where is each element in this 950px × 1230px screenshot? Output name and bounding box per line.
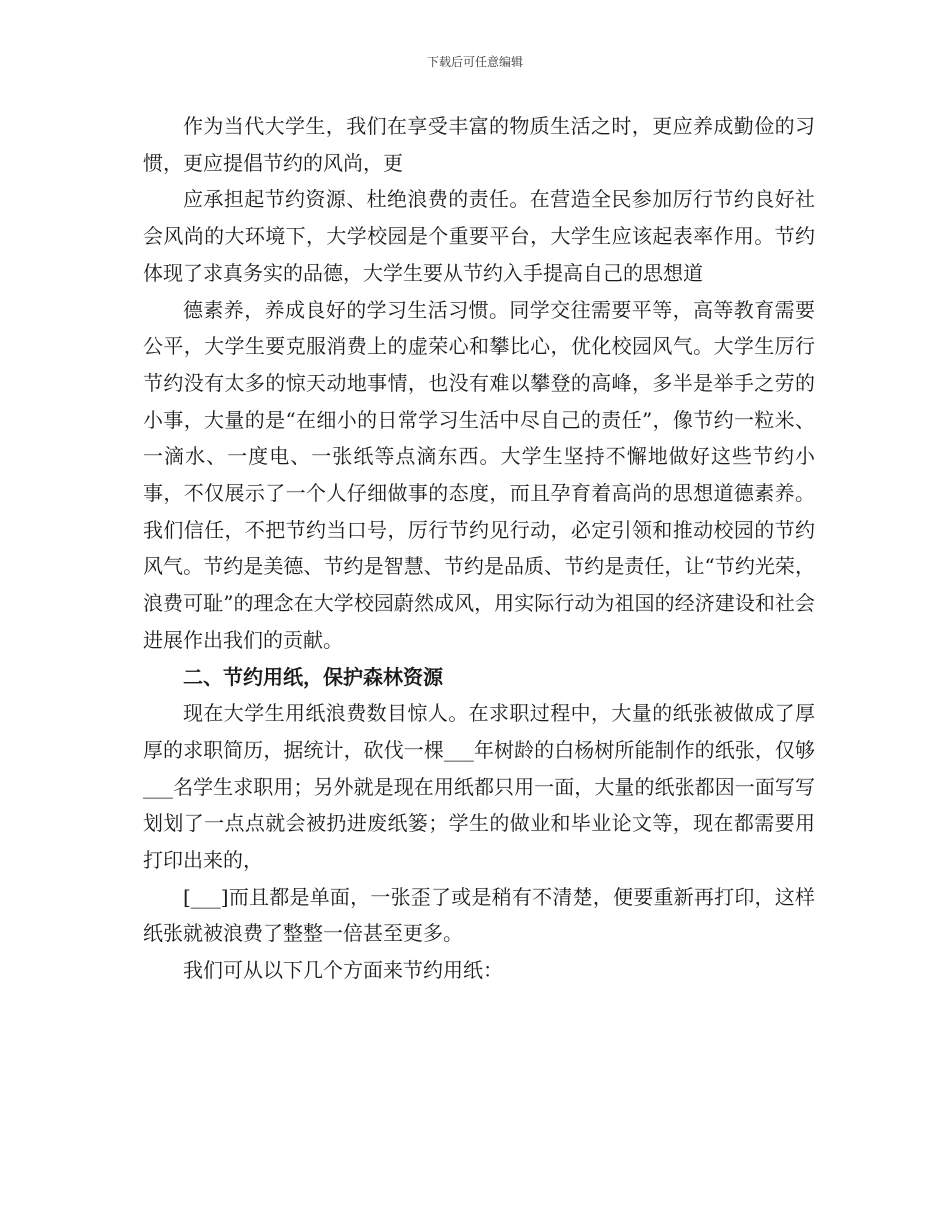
document-body (143, 108, 815, 989)
paragraph-3: 德素养，养成良好的学习生活习惯。同学交往需要平等，高等教育需要公平，大学生要克服消费上的虚荣心和攀比心，优化校园风气。大学生厉行节约没有太多的惊天动地事情，也没有难以攀登的高峰，多半是举手之劳的小事，大量的是“在细小的日常学习生活中尽自己的责任”，像节约一粒米、一滴水、一度电、一张纸等点滴东西。大学生坚持不懈地做好这些节约小事，不仅展示了一个人仔细做事的态度，而且孕育着高尚的思想道德素养。我们信任，不把节约当口号，厉行节约见行动，必定引领和推动校园的节约风气。节约是美德、节约是智慧、节约是品质、节约是责任，让“节约光荣，浪费可耻”的理念在大学校园蔚然成风，用实际行动为祖国的经济建设和社会进展作出我们的贡献。 (143, 297, 815, 652)
paragraph-5: [___]而且都是单面，一张歪了或是稍有不清楚，便要重新再打印，这样纸张就被浪费了整整一倍甚至更多。 (143, 884, 815, 946)
paragraph-6: 我们可从以下几个方面来节约用纸： (183, 958, 503, 983)
paragraph-2: 应承担起节约资源、杜绝浪费的责任。在营造全民参加厉行节约良好社会风尚的大环境下，大学校园是个重要平台，大学生应该起表率作用。节约体现了求真务实的品德，大学生要从节约入手提高自己的思想道 (143, 187, 815, 285)
paragraph-1: 作为当代大学生，我们在享受丰富的物质生活之时，更应养成勤俭的习惯，更应提倡节约的风尚，更 (143, 114, 815, 175)
paragraph-4: 现在大学生用纸浪费数目惊人。在求职过程中，大量的纸张被做成了厚厚的求职简历，据统计，砍伐一棵___年树龄的白杨树所能制作的纸张，仅够___名学生求职用；另外就是现在用纸都只用一面，大量的纸张都因一面写写划划了一点点就会被扔进废纸篓；学生的做业和毕业论文等，现在都需要用打印出来的， (143, 701, 815, 873)
page-header: 下载后可任意编辑 (426, 55, 523, 69)
section-heading: 二、节约用纸，保护森林资源 (183, 664, 443, 689)
